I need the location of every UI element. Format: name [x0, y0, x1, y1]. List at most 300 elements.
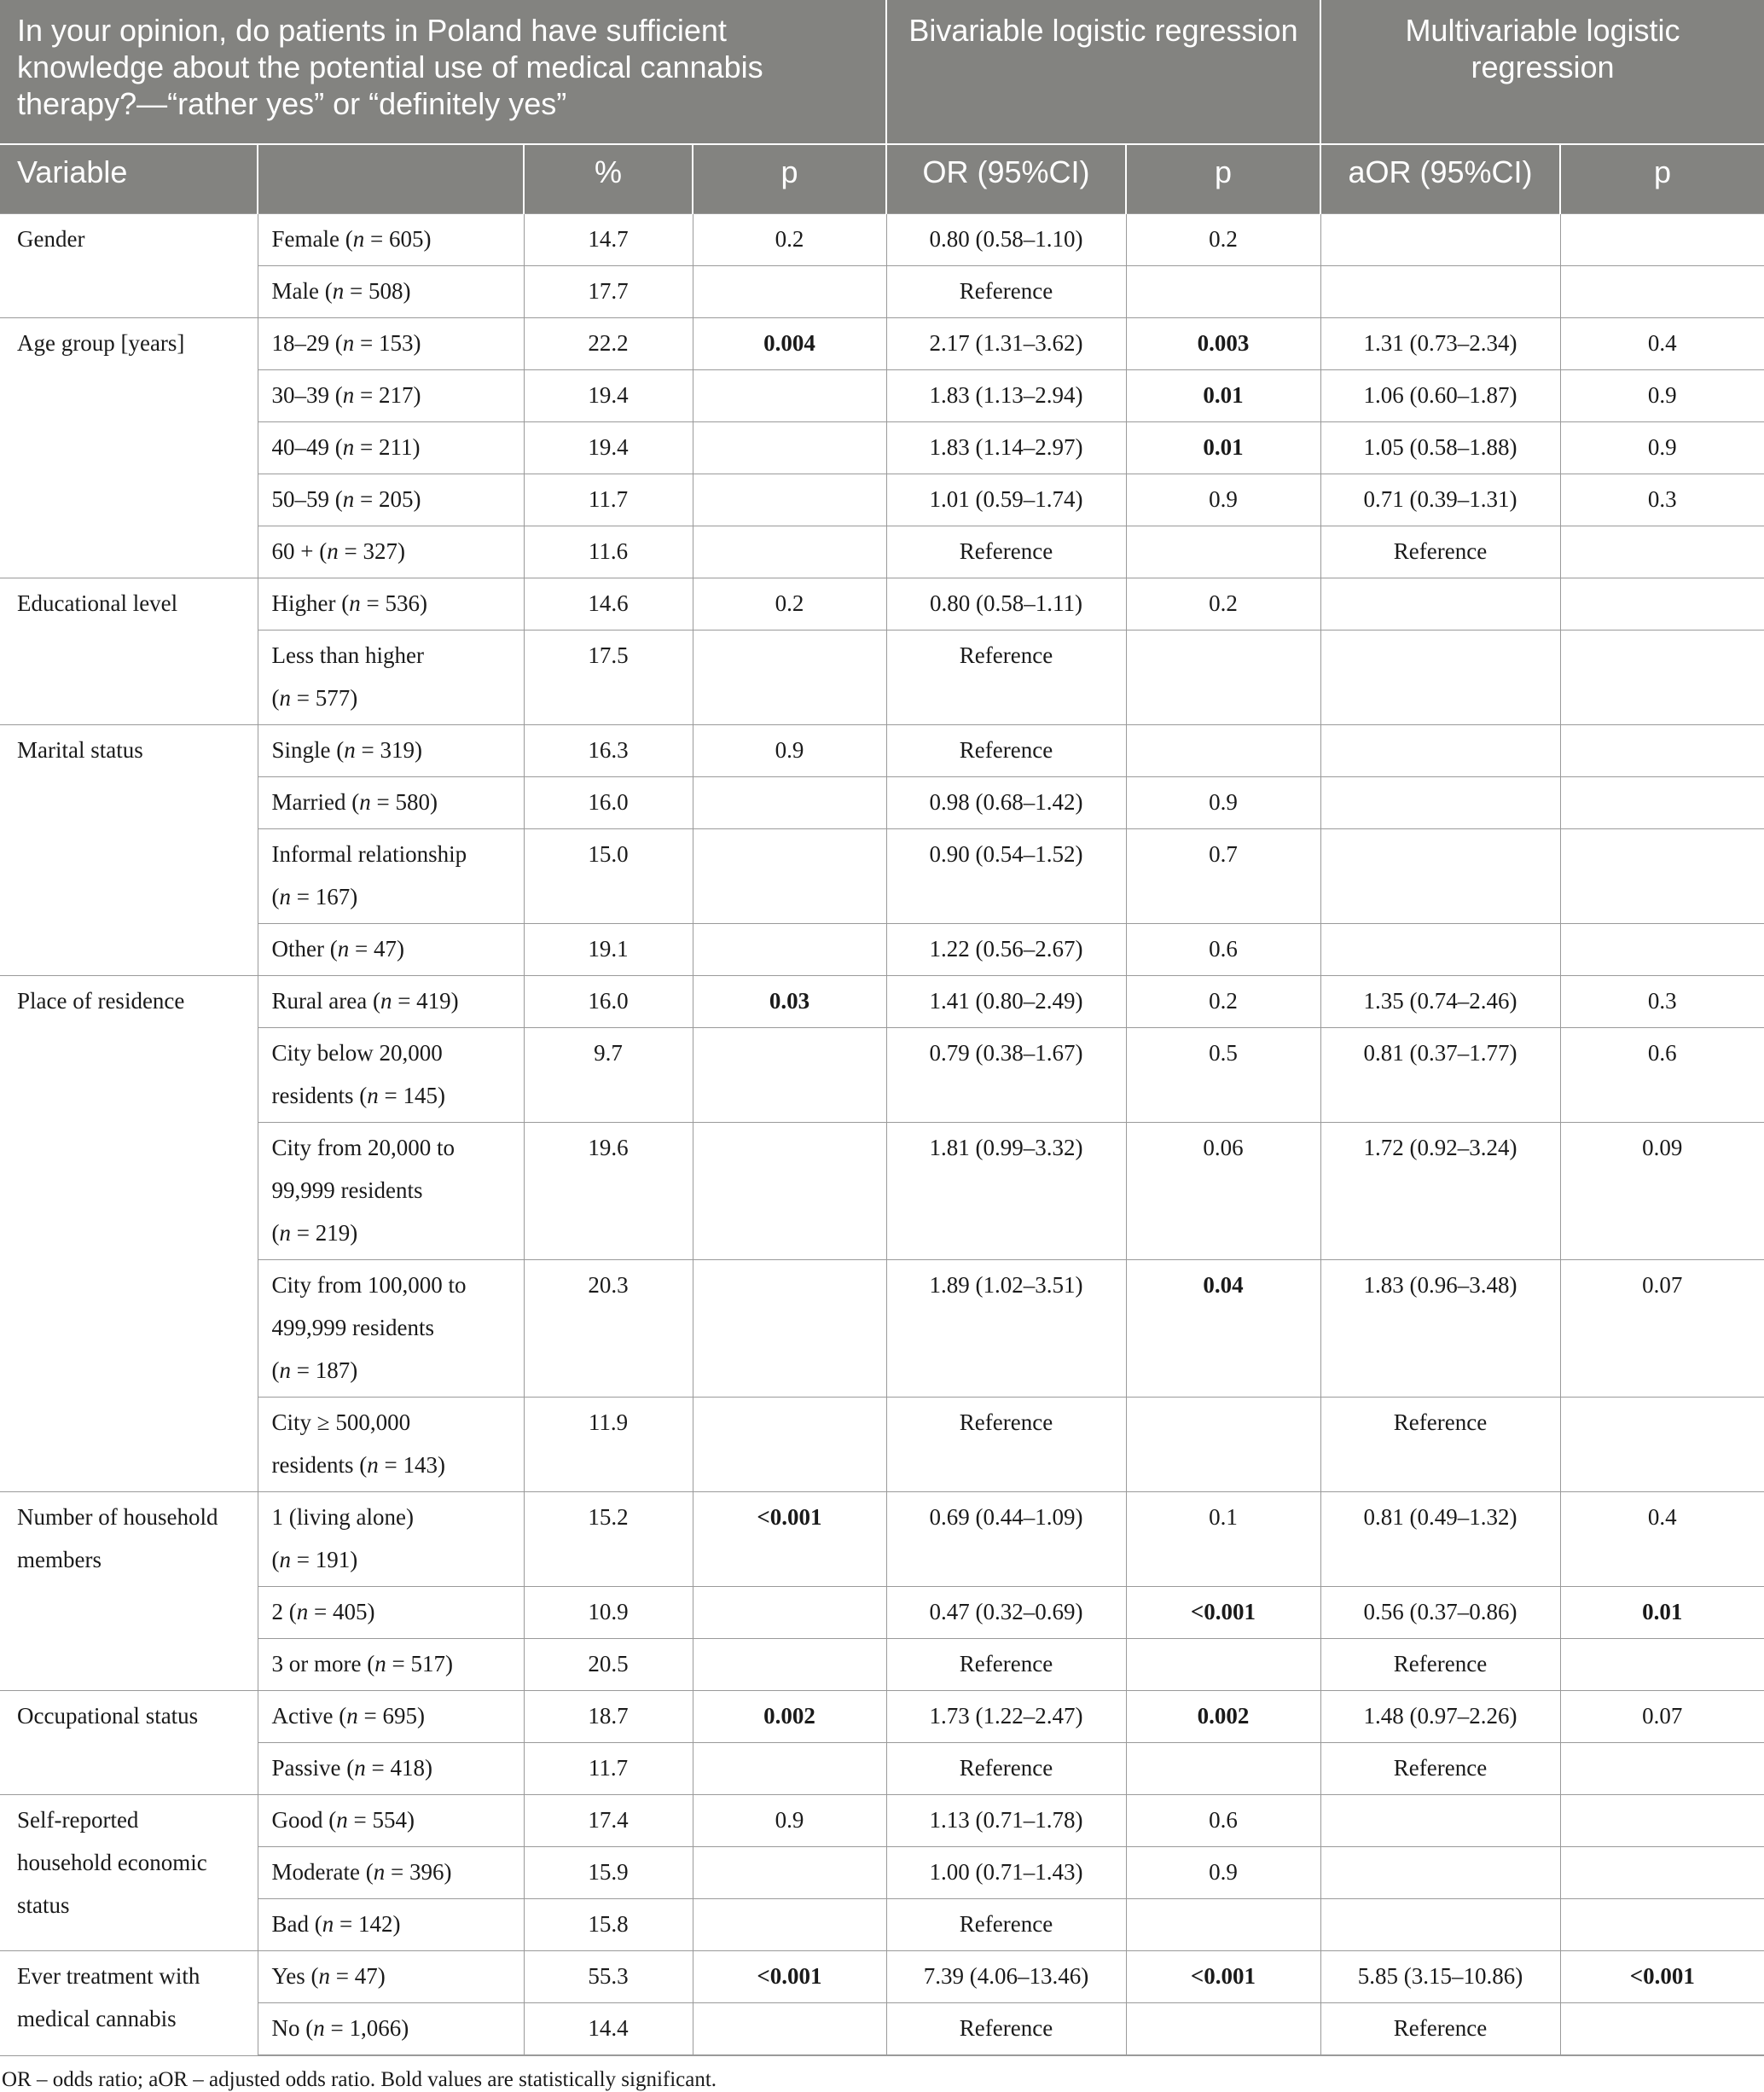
category-label: residents [271, 1452, 354, 1478]
or-cell: 2.17 (1.31–3.62) [886, 318, 1126, 370]
n-symbol: n [374, 1651, 386, 1677]
percent-cell: 17.4 [524, 1795, 693, 1847]
aor-cell: Reference [1320, 2003, 1560, 2056]
n-symbol: n [354, 1755, 366, 1781]
n-symbol: n [279, 1220, 291, 1246]
variable-cell: Gender [0, 214, 258, 318]
p-bivariable-cell [1126, 1899, 1320, 1951]
n-value: 405 [332, 1599, 368, 1624]
or-cell: 0.90 (0.54–1.52) [886, 829, 1126, 924]
variable-line: Ever treatment with [17, 1963, 200, 1989]
p-cell [693, 1899, 886, 1951]
p-bivariable-cell [1126, 2003, 1320, 2056]
aor-cell: 1.72 (0.92–3.24) [1320, 1123, 1560, 1260]
variable-line: members [17, 1547, 102, 1572]
p-bivariable-cell [1126, 631, 1320, 725]
n-value: 219 [315, 1220, 351, 1246]
variable-cell [0, 1795, 258, 1951]
percent-cell: 11.7 [524, 1743, 693, 1795]
percent-cell: 11.7 [524, 474, 693, 526]
p-cell [693, 924, 886, 976]
column-header-p-bivariable: p [1126, 144, 1320, 214]
n-symbol: n [327, 538, 339, 564]
p-bivariable-cell [1126, 725, 1320, 777]
p-bivariable-cell: 0.7 [1126, 829, 1320, 924]
percent-cell: 16.0 [524, 777, 693, 829]
aor-cell: 1.35 (0.74–2.46) [1320, 976, 1560, 1028]
percent-cell: 9.7 [524, 1028, 693, 1123]
category-label: 2 [271, 1599, 283, 1624]
table-row [0, 1398, 1764, 1492]
n-symbol: n [380, 988, 392, 1014]
p-bivariable-cell: 0.6 [1126, 924, 1320, 976]
table-row [0, 777, 1764, 829]
p-bivariable-cell [1126, 1639, 1320, 1691]
aor-cell: 0.56 (0.37–0.86) [1320, 1587, 1560, 1639]
p-bivariable-cell: 0.06 [1126, 1123, 1320, 1260]
table-row [0, 1260, 1764, 1398]
category-cell: 40–49 (n = 211) [258, 422, 524, 474]
n-symbol: n [279, 1357, 291, 1383]
percent-cell: 14.6 [524, 578, 693, 631]
n-value: 517 [410, 1651, 445, 1677]
aor-cell: 5.85 (3.15–10.86) [1320, 1951, 1560, 2003]
percent-cell: 16.0 [524, 976, 693, 1028]
n-symbol: n [342, 382, 355, 408]
or-cell: 1.41 (0.80–2.49) [886, 976, 1126, 1028]
aor-cell: Reference [1320, 1639, 1560, 1691]
p-cell [693, 266, 886, 318]
question-header: In your opinion, do patients in Poland have sufficient knowledge about the potential use of medical cannabis therapy?—“rather yes” or “definitely yes” [0, 0, 886, 144]
category-cell: Good (n = 554) [258, 1795, 524, 1847]
n-symbol: n [342, 486, 355, 512]
aor-cell: 0.71 (0.39–1.31) [1320, 474, 1560, 526]
p-cell: 0.9 [693, 1795, 886, 1847]
variable-cell: Place of residence [0, 976, 258, 1492]
n-symbol: n [352, 226, 365, 252]
p-cell: <0.001 [693, 1951, 886, 2003]
table-row [0, 1899, 1764, 1951]
n-symbol: n [342, 434, 355, 460]
aor-cell: 0.81 (0.37–1.77) [1320, 1028, 1560, 1123]
percent-cell: 16.3 [524, 725, 693, 777]
p-bivariable-cell: 0.9 [1126, 474, 1320, 526]
aor-cell: 1.31 (0.73–2.34) [1320, 318, 1560, 370]
category-cell: Higher (n = 536) [258, 578, 524, 631]
aor-cell: Reference [1320, 1743, 1560, 1795]
p-cell: <0.001 [693, 1492, 886, 1587]
category-label: 99,999 residents [271, 1177, 423, 1203]
table-row [0, 1639, 1764, 1691]
category-cell: Married (n = 580) [258, 777, 524, 829]
or-cell: 1.89 (1.02–3.51) [886, 1260, 1126, 1398]
p-bivariable-cell: 0.9 [1126, 777, 1320, 829]
aor-cell [1320, 631, 1560, 725]
p-multivariable-cell [1560, 526, 1764, 578]
table-row [0, 1123, 1764, 1260]
n-symbol: n [337, 936, 350, 962]
or-cell: Reference [886, 725, 1126, 777]
table-row [0, 829, 1764, 924]
p-bivariable-cell: 0.2 [1126, 976, 1320, 1028]
p-multivariable-cell [1560, 1743, 1764, 1795]
category-cell: No (n = 1,066) [258, 2003, 524, 2056]
category-label: Other [271, 936, 324, 962]
category-label: 40–49 [271, 434, 329, 460]
p-cell [693, 1743, 886, 1795]
p-cell [693, 370, 886, 422]
percent-cell: 20.3 [524, 1260, 693, 1398]
bivariable-header: Bivariable logistic regression [886, 0, 1320, 144]
table-body [0, 214, 1764, 2056]
variable-line: medical cannabis [17, 2006, 177, 2031]
n-symbol: n [318, 1963, 331, 1989]
category-cell: 18–29 (n = 153) [258, 318, 524, 370]
p-cell: 0.002 [693, 1691, 886, 1743]
multivariable-header: Multivariable logistic regression [1320, 0, 1764, 144]
percent-cell: 11.9 [524, 1398, 693, 1492]
n-value: 418 [390, 1755, 425, 1781]
category-cell: Moderate (n = 396) [258, 1847, 524, 1899]
category-cell: City ≥ 500,000 residents (n = 143) [258, 1398, 524, 1492]
table-row [0, 631, 1764, 725]
n-value: 536 [385, 590, 420, 616]
n-value: 47 [373, 936, 397, 962]
or-cell: 1.00 (0.71–1.43) [886, 1847, 1126, 1899]
p-multivariable-cell [1560, 1847, 1764, 1899]
p-cell [693, 526, 886, 578]
column-header-category [258, 144, 524, 214]
column-header-aor: aOR (95%CI) [1320, 144, 1560, 214]
category-cell: City from 100,000 to 499,999 residents (n = 187) [258, 1260, 524, 1398]
p-multivariable-cell [1560, 1398, 1764, 1492]
table-row [0, 725, 1764, 777]
n-value: 419 [416, 988, 451, 1014]
p-multivariable-cell: 0.3 [1560, 976, 1764, 1028]
variable-line: Number of household [17, 1504, 218, 1530]
variable-line: status [17, 1892, 70, 1918]
n-value: 211 [378, 434, 413, 460]
p-multivariable-cell: 0.09 [1560, 1123, 1764, 1260]
table-row [0, 266, 1764, 318]
or-cell: 1.22 (0.56–2.67) [886, 924, 1126, 976]
p-cell: 0.03 [693, 976, 886, 1028]
n-value: 580 [395, 789, 430, 815]
percent-cell: 17.7 [524, 266, 693, 318]
percent-cell: 15.9 [524, 1847, 693, 1899]
n-symbol: n [279, 884, 291, 909]
column-header-percent: % [524, 144, 693, 214]
n-value: 153 [378, 330, 414, 356]
aor-cell [1320, 924, 1560, 976]
aor-cell [1320, 1899, 1560, 1951]
table-row [0, 526, 1764, 578]
category-label: Female [271, 226, 339, 252]
n-value: 508 [368, 278, 403, 304]
aor-cell: 1.83 (0.96–3.48) [1320, 1260, 1560, 1398]
or-cell: Reference [886, 2003, 1126, 2056]
p-cell [693, 1587, 886, 1639]
table-row [0, 370, 1764, 422]
n-symbol: n [313, 2015, 325, 2041]
p-bivariable-cell: 0.003 [1126, 318, 1320, 370]
category-cell: Rural area (n = 419) [258, 976, 524, 1028]
n-symbol: n [332, 278, 345, 304]
category-label: City below 20,000 [271, 1040, 443, 1066]
aor-cell [1320, 214, 1560, 266]
percent-cell: 22.2 [524, 318, 693, 370]
variable-cell: Occupational status [0, 1691, 258, 1795]
or-cell: 1.01 (0.59–1.74) [886, 474, 1126, 526]
p-bivariable-cell: 0.01 [1126, 370, 1320, 422]
table-row [0, 318, 1764, 370]
p-multivariable-cell [1560, 1899, 1764, 1951]
category-cell: 50–59 (n = 205) [258, 474, 524, 526]
aor-cell [1320, 725, 1560, 777]
or-cell: Reference [886, 1743, 1126, 1795]
table-row [0, 1028, 1764, 1123]
table-row [0, 578, 1764, 631]
percent-cell: 15.8 [524, 1899, 693, 1951]
or-cell: 1.13 (0.71–1.78) [886, 1795, 1126, 1847]
percent-cell: 55.3 [524, 1951, 693, 2003]
percent-cell: 15.0 [524, 829, 693, 924]
p-bivariable-cell: 0.1 [1126, 1492, 1320, 1587]
or-cell: 0.80 (0.58–1.11) [886, 578, 1126, 631]
or-cell: 1.73 (1.22–2.47) [886, 1691, 1126, 1743]
aor-cell: Reference [1320, 1398, 1560, 1492]
percent-cell: 20.5 [524, 1639, 693, 1691]
category-cell: 3 or more (n = 517) [258, 1639, 524, 1691]
percent-cell: 19.6 [524, 1123, 693, 1260]
category-label: Higher [271, 590, 336, 616]
percent-cell: 18.7 [524, 1691, 693, 1743]
p-multivariable-cell: 0.9 [1560, 370, 1764, 422]
p-cell [693, 474, 886, 526]
p-multivariable-cell [1560, 266, 1764, 318]
or-cell: 7.39 (4.06–13.46) [886, 1951, 1126, 2003]
n-symbol: n [367, 1083, 379, 1108]
category-label: Informal relationship [271, 841, 467, 867]
n-symbol: n [279, 1547, 291, 1572]
table-row [0, 1691, 1764, 1743]
n-symbol: n [342, 330, 355, 356]
n-value: 554 [372, 1807, 407, 1833]
n-symbol: n [367, 1452, 379, 1478]
p-bivariable-cell: 0.01 [1126, 422, 1320, 474]
aor-cell [1320, 1847, 1560, 1899]
p-bivariable-cell [1126, 266, 1320, 318]
p-multivariable-cell: 0.3 [1560, 474, 1764, 526]
category-cell: Informal relationship (n = 167) [258, 829, 524, 924]
category-label: 1 (living alone) [271, 1504, 414, 1530]
category-cell: Single (n = 319) [258, 725, 524, 777]
p-multivariable-cell [1560, 777, 1764, 829]
category-cell: 2 (n = 405) [258, 1587, 524, 1639]
p-cell [693, 1847, 886, 1899]
category-cell: Female (n = 605) [258, 214, 524, 266]
variable-line: household economic [17, 1850, 207, 1875]
p-multivariable-cell: 0.4 [1560, 318, 1764, 370]
category-cell: Male (n = 508) [258, 266, 524, 318]
or-cell: 1.81 (0.99–3.32) [886, 1123, 1126, 1260]
category-cell: 1 (living alone) (n = 191) [258, 1492, 524, 1587]
percent-cell: 14.4 [524, 2003, 693, 2056]
aor-cell [1320, 829, 1560, 924]
n-symbol: n [346, 1703, 358, 1729]
n-value: 205 [378, 486, 414, 512]
table-row [0, 924, 1764, 976]
p-multivariable-cell: <0.001 [1560, 1951, 1764, 2003]
n-symbol: n [296, 1599, 309, 1624]
column-header-p-multivariable: p [1560, 144, 1764, 214]
category-cell: 60 + (n = 327) [258, 526, 524, 578]
p-cell [693, 829, 886, 924]
n-value: 187 [315, 1357, 351, 1383]
percent-cell: 15.2 [524, 1492, 693, 1587]
p-cell [693, 777, 886, 829]
p-bivariable-cell: 0.002 [1126, 1691, 1320, 1743]
p-cell [693, 1260, 886, 1398]
or-cell: 0.47 (0.32–0.69) [886, 1587, 1126, 1639]
p-bivariable-cell: <0.001 [1126, 1587, 1320, 1639]
p-bivariable-cell [1126, 1398, 1320, 1492]
variable-cell [0, 1492, 258, 1691]
p-multivariable-cell: 0.07 [1560, 1691, 1764, 1743]
percent-cell: 19.1 [524, 924, 693, 976]
p-bivariable-cell [1126, 526, 1320, 578]
p-cell: 0.2 [693, 214, 886, 266]
p-bivariable-cell: 0.04 [1126, 1260, 1320, 1398]
table-row [0, 214, 1764, 266]
n-value: 143 [403, 1452, 438, 1478]
category-label: 60 + [271, 538, 314, 564]
n-symbol: n [344, 737, 356, 763]
n-symbol: n [279, 685, 291, 711]
percent-cell: 11.6 [524, 526, 693, 578]
table-row [0, 1492, 1764, 1587]
n-value: 217 [378, 382, 414, 408]
p-bivariable-cell [1126, 1743, 1320, 1795]
p-cell [693, 1028, 886, 1123]
category-label: City from 100,000 to [271, 1272, 467, 1298]
p-cell: 0.9 [693, 725, 886, 777]
p-multivariable-cell [1560, 829, 1764, 924]
table-row [0, 1847, 1764, 1899]
p-multivariable-cell [1560, 631, 1764, 725]
variable-cell: Age group [years] [0, 318, 258, 578]
or-cell: Reference [886, 1899, 1126, 1951]
n-value: 695 [382, 1703, 417, 1729]
percent-cell: 14.7 [524, 214, 693, 266]
aor-cell [1320, 266, 1560, 318]
or-cell: Reference [886, 1398, 1126, 1492]
table-row [0, 1951, 1764, 2003]
n-value: 145 [403, 1083, 438, 1108]
category-label: City from 20,000 to [271, 1135, 455, 1160]
table-row [0, 976, 1764, 1028]
p-bivariable-cell: 0.5 [1126, 1028, 1320, 1123]
column-header-p: p [693, 144, 886, 214]
variable-cell [0, 1951, 258, 2056]
p-cell: 0.004 [693, 318, 886, 370]
category-label: 50–59 [271, 486, 329, 512]
category-label: City ≥ 500,000 [271, 1409, 411, 1435]
aor-cell: 1.06 (0.60–1.87) [1320, 370, 1560, 422]
n-value: 142 [357, 1911, 393, 1937]
n-value: 167 [315, 884, 351, 909]
percent-cell: 19.4 [524, 370, 693, 422]
n-value: 47 [354, 1963, 378, 1989]
p-multivariable-cell [1560, 1639, 1764, 1691]
category-label: Male [271, 278, 319, 304]
or-cell: Reference [886, 526, 1126, 578]
or-cell: 0.80 (0.58–1.10) [886, 214, 1126, 266]
category-cell: City from 20,000 to 99,999 residents (n = 219) [258, 1123, 524, 1260]
p-multivariable-cell: 0.01 [1560, 1587, 1764, 1639]
table-row [0, 1795, 1764, 1847]
or-cell: 1.83 (1.14–2.97) [886, 422, 1126, 474]
n-value: 191 [315, 1547, 351, 1572]
category-label: Moderate [271, 1859, 360, 1885]
n-symbol: n [336, 1807, 348, 1833]
p-multivariable-cell: 0.9 [1560, 422, 1764, 474]
category-label: Bad [271, 1911, 309, 1937]
p-multivariable-cell [1560, 214, 1764, 266]
p-cell [693, 422, 886, 474]
table-row [0, 1743, 1764, 1795]
p-multivariable-cell [1560, 1795, 1764, 1847]
category-label: Less than higher [271, 642, 424, 668]
p-multivariable-cell [1560, 578, 1764, 631]
p-bivariable-cell: 0.9 [1126, 1847, 1320, 1899]
p-cell [693, 2003, 886, 2056]
aor-cell: Reference [1320, 526, 1560, 578]
n-value: 327 [363, 538, 397, 564]
p-cell [693, 1123, 886, 1260]
category-label: Rural area [271, 988, 368, 1014]
category-cell: Other (n = 47) [258, 924, 524, 976]
or-cell: 1.83 (1.13–2.94) [886, 370, 1126, 422]
table-row [0, 422, 1764, 474]
category-label: No [271, 2015, 300, 2041]
or-cell: 0.98 (0.68–1.42) [886, 777, 1126, 829]
p-cell [693, 1639, 886, 1691]
table-row [0, 474, 1764, 526]
aor-cell [1320, 777, 1560, 829]
category-cell: 30–39 (n = 217) [258, 370, 524, 422]
table-header [0, 0, 1764, 214]
table-row [0, 1587, 1764, 1639]
category-label: residents [271, 1083, 354, 1108]
p-cell: 0.2 [693, 578, 886, 631]
n-value: 1,066 [349, 2015, 402, 2041]
or-cell: 0.79 (0.38–1.67) [886, 1028, 1126, 1123]
aor-cell [1320, 1795, 1560, 1847]
category-cell: Active (n = 695) [258, 1691, 524, 1743]
category-label: Yes [271, 1963, 305, 1989]
p-multivariable-cell [1560, 2003, 1764, 2056]
n-symbol: n [359, 789, 371, 815]
n-symbol: n [373, 1859, 386, 1885]
category-cell: Yes (n = 47) [258, 1951, 524, 2003]
percent-cell: 10.9 [524, 1587, 693, 1639]
p-bivariable-cell: 0.2 [1126, 214, 1320, 266]
p-bivariable-cell: 0.2 [1126, 578, 1320, 631]
p-multivariable-cell [1560, 924, 1764, 976]
aor-cell [1320, 578, 1560, 631]
variable-cell: Educational level [0, 578, 258, 725]
